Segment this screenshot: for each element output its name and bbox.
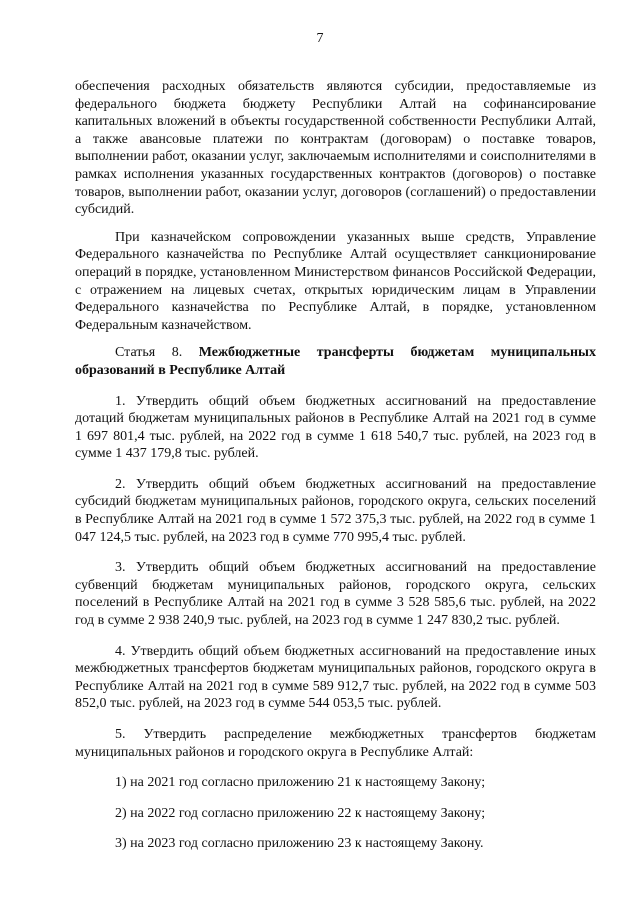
article-item-4: 4. Утвердить общий объем бюджетных ассигнований на предоставление иных межбюджетных трансфертов бюджетам муниципальных районов, городского округа в Республике Алтай на 2021 год в сумме 589 912,7 тыс. рублей, на 2022 год в сумме 503 852,0 тыс. рублей, на 2023 год в сумме 544 053,5 тыс. рублей. — [75, 643, 596, 712]
subitem-2023: 3) на 2023 год согласно приложению 23 к настоящему Закону. — [115, 836, 484, 852]
article-heading — [75, 344, 596, 379]
article-item-2: 2. Утвердить общий объем бюджетных ассигнований на предоставление субсидий бюджетам муниципальных районов, городского округа, сельских поселений в Республике Алтай на 2021 год в сумме 1 572 375,3 тыс. рублей, на 2022 год в сумме 1 047 124,5 тыс. рублей, на 2023 год в сумме 770 995,4 тыс. рублей. — [75, 476, 596, 545]
article-item-3: 3. Утвердить общий объем бюджетных ассигнований на предоставление субвенций бюджетам муниципальных районов, городского округа, сельских поселений в Республике Алтай на 2021 год в сумме 3 528 585,6 тыс. рублей, на 2022 год в сумме 2 938 240,9 тыс. рублей, на 2023 год в сумме 1 247 830,2 тыс. рублей. — [75, 560, 596, 629]
subitem-2021: 1) на 2021 год согласно приложению 21 к настоящему Закону; — [115, 775, 486, 791]
article-item-5: 5. Утвердить распределение межбюджетных трансфертов бюджетам муниципальных районов и городского округа в Республике Алтай: — [75, 727, 596, 760]
page-number: 7 — [316, 31, 324, 46]
paragraph-continuation: обеспечения расходных обязательств являются субсидии, предоставляемые из федерального бюджета бюджету Республики Алтай на софинансирование капитальных вложений в объекты государственной собственности Республики Алтай, а также авансовые платежи по контрактам (договорам) о поставке товаров, выполнении работ, оказании услуг, заключаемым исполнителями и соисполнителями в рамках исполнения указанных государственных контрактов (договоров) о поставке товаров, выполнении работ, оказании услуг, договоров (соглашений) о предоставлении субсидий. — [75, 79, 596, 218]
article-title: Межбюджетные трансферты бюджетам муниципальных образований в Республике Алтай — [75, 345, 596, 378]
article-label: Статья 8. — [115, 345, 183, 361]
paragraph-treasury-support: При казначейском сопровождении указанных выше средств, Управление Федерального казначейства по Республике Алтай осуществляет санкционирование операций в порядке, установленном Министерством финансов Российской Федерации, с отражением на лицевых счетах, открытых юридическим лицам в Управлении Федерального казначейства по Республике Алтай, в порядке, установленном Федеральным казначейством. — [75, 229, 596, 333]
subitem-2022: 2) на 2022 год согласно приложению 22 к настоящему Закону; — [115, 805, 486, 821]
document-body — [75, 78, 596, 853]
article-item-1: 1. Утвердить общий объем бюджетных ассигнований на предоставление дотаций бюджетам муниципальных районов в Республике Алтай на 2021 год в сумме 1 697 801,4 тыс. рублей, на 2022 год в сумме 1 618 540,7 тыс. рублей, на 2023 год в сумме 1 437 179,8 тыс. рублей. — [75, 393, 596, 462]
